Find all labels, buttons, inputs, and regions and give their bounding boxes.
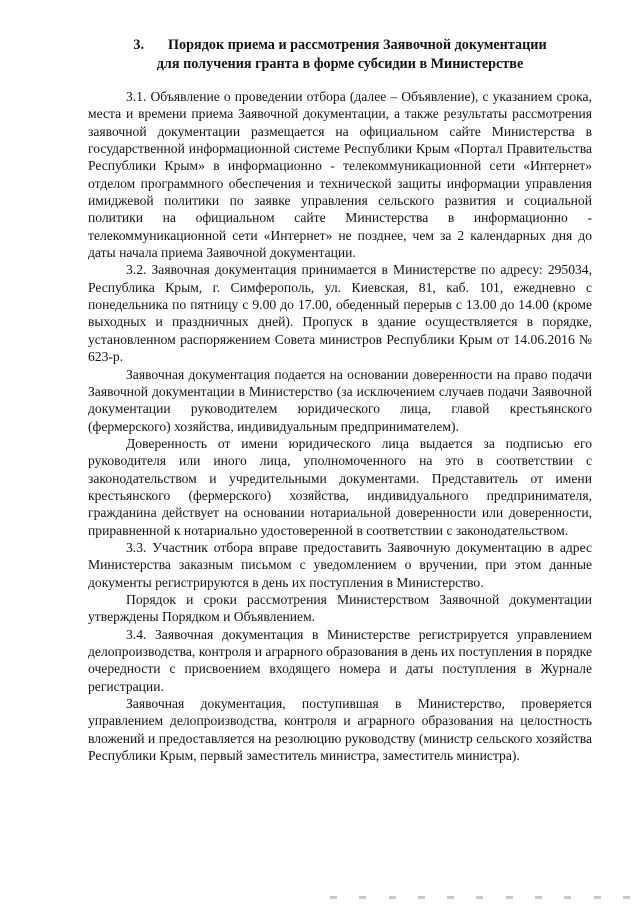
section-title-line-2: для получения гранта в форме субсидии в Министерстве — [156, 56, 524, 72]
footer-mark — [535, 896, 542, 899]
paragraph-power-of-attorney-issuance: Доверенность от имени юридического лица выдается за подписью его руководителя или иного лица, уполномоченного на это в соответствии с законодательством и учредительными документами. Представитель от имени крестьянского (фермерского) хозяйства, индивидуального предпринимателя, гражданина действует на основании нотариальной доверенности или доверенности, приравненной к нотариально удостоверенной в соответствии с законодательством. — [88, 435, 592, 538]
paragraph-verification: Заявочная документация, поступившая в Министерство, проверяется управлением делопроизводства, контроля и аграрного образования на целостность вложений и предоставляется на резолюцию руководству (министр сельского хозяйства Республики Крым, первый заместитель министра, заместитель министра). — [88, 696, 592, 764]
document-page — [88, 36, 592, 764]
paragraph-power-of-attorney: Заявочная документация подается на основании доверенности на право подачи Заявочной документации в Министерство (за исключением случаев подачи Заявочной документации руководителем юридического лица, главой крестьянского (фермерского) хозяйства, индивидуальным предпринимателем). — [88, 366, 592, 434]
section-heading-line-1 — [88, 36, 592, 55]
paragraph-3-1: 3.1. Объявление о проведении отбора (далее – Объявление), с указанием срока, места и времени приема Заявочной документации, а также результаты рассмотрения заявочной документации размещается на официальном сайте Министерства в государственной информационной системе Республики Крым «Портал Правительства Республики Крым» в информационно - телекоммуникационной сети «Интернет» отделом программного обеспечения и технической защиты информации управления имиджевой политики по заявке управления сельского развития и социальной политики на официальном сайте Министерства в информационно - телекоммуникационной сети «Интернет» не позднее, чем за 2 календарных дня до даты начала приема Заявочной документации. — [88, 89, 592, 261]
footer-mark — [623, 896, 630, 899]
paragraph-3-2: 3.2. Заявочная документация принимается в Министерстве по адресу: 295034, Республика Крым, г. Симферополь, ул. Киевская, 81, каб. 101, ежедневно с понедельника по пятницу с 9.00 до 17.00, обеденный перерыв с 13.00 до 14.00 (кроме выходных и праздничных дней). Пропуск в здание осуществляется в порядке, установленном распоряжением Совета министров Республики Крым от 14.06.2016 № 623-р. — [88, 262, 592, 365]
footer-mark — [594, 896, 601, 899]
paragraph-3-4: 3.4. Заявочная документация в Министерстве регистрируется управлением делопроизводства, контроля и аграрного образования в день их поступления в порядке очередности с присвоением входящего номера и даты поступления в Журнале регистрации. — [88, 626, 592, 694]
footer-mark — [389, 896, 396, 899]
paragraph-3-3: 3.3. Участник отбора вправе предоставить Заявочную документацию в адрес Министерства заказным письмом с уведомлением о вручении, при этом данные документы регистрируются в день их поступления в Министерство. — [88, 539, 592, 590]
footer-mark — [506, 896, 513, 899]
scan-footer-marks — [330, 893, 630, 901]
footer-mark — [359, 896, 366, 899]
section-number: 3. — [133, 37, 145, 53]
footer-mark — [564, 896, 571, 899]
footer-mark — [418, 896, 425, 899]
paragraph-review-procedure: Порядок и сроки рассмотрения Министерством Заявочной документации утверждены Порядком и Объявлением. — [88, 591, 592, 625]
footer-mark — [330, 896, 337, 899]
section-title-line-1: Порядок приема и рассмотрения Заявочной документации — [168, 37, 547, 53]
footer-mark — [476, 896, 483, 899]
section-heading — [88, 36, 592, 74]
footer-mark — [447, 896, 454, 899]
